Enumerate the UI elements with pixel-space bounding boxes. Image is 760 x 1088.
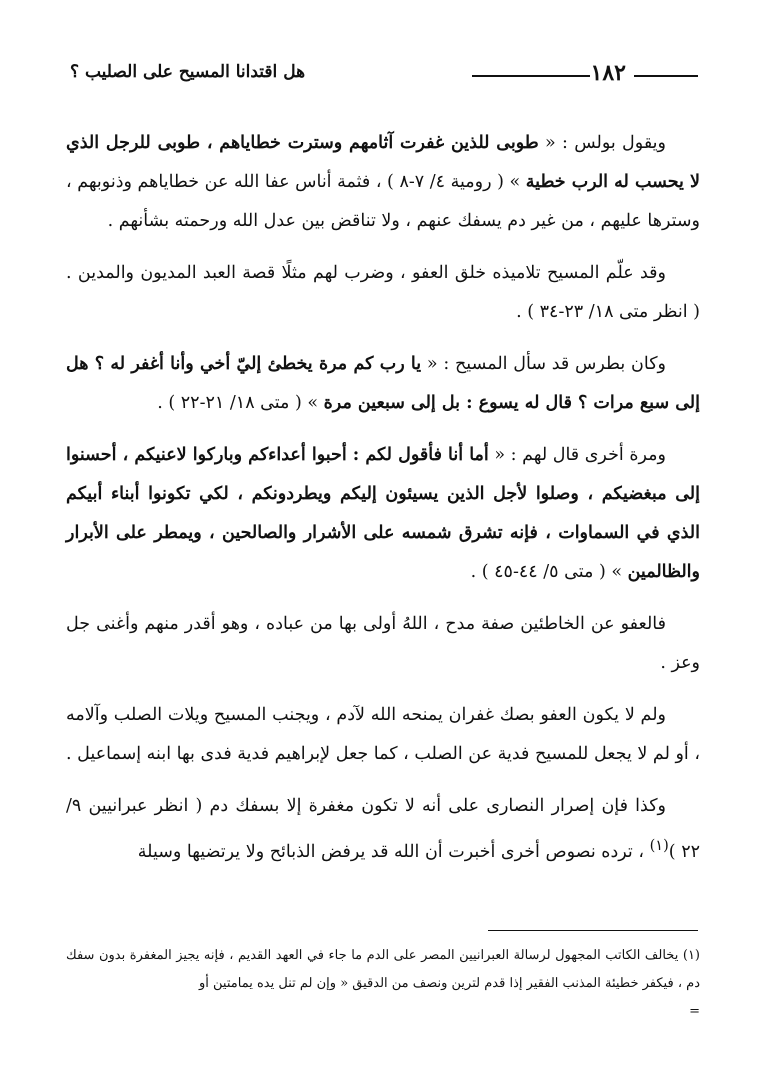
- paragraph-3-rest: » ( متى ١٨/ ٢١-٢٢ ) .: [157, 393, 324, 413]
- paragraph-1-intro: ويقول بولس : «: [538, 133, 666, 153]
- paragraph-3: [66, 345, 700, 423]
- paragraph-5: [66, 605, 700, 683]
- paragraph-3-intro: وكان بطرس قد سأل المسيح : «: [421, 354, 667, 374]
- paragraph-4: [66, 436, 700, 592]
- page-title: هل اقتدانا المسيح على الصليب ؟: [70, 62, 306, 82]
- running-header: [70, 58, 698, 94]
- paragraph-1-quote: طوبى للذين غفرت آثامهم وسترت خطاياهم ، طوبى للرجل الذي لا يحسب له الرب خطية: [66, 133, 700, 192]
- paragraph-3-quote: يا رب كم مرة يخطئ إليّ أخي وأنا أغفر له ؟ هل إلى سبع مرات ؟ قال له يسوع : بل إلى سبعين مرة: [66, 354, 700, 413]
- header-rule-middle: [472, 75, 590, 77]
- header-rule-right: [634, 75, 698, 77]
- paragraph-4-intro: ومرة أخرى قال لهم : «: [488, 445, 666, 465]
- main-text: [66, 124, 700, 885]
- paragraph-6: [66, 696, 700, 774]
- paragraph-5-text: فالعفو عن الخاطئين صفة مدح ، اللهُ أولى بها من عباده ، وهو أقدر منهم وأغنى جل وعز .: [66, 614, 700, 673]
- paragraph-4-rest: » ( متى ٥/ ٤٤-٤٥ ) .: [470, 562, 628, 582]
- footnote-separator: [488, 930, 698, 931]
- paragraph-7-rest: ، ترده نصوص أخرى أخبرت أن الله قد يرفض الذبائح ولا يرتضيها وسيلة: [137, 841, 644, 862]
- paragraph-2-text: وقد علّم المسيح تلاميذه خلق العفو ، وضرب لهم مثلًا قصة العبد المديون والمدين . ( انظر متى ١٨/ ٢٣-٣٤ ) .: [66, 263, 700, 322]
- paragraph-4-quote: أما أنا فأقول لكم : أحبوا أعداءكم وباركوا لاعنيكم ، أحسنوا إلى مبغضيكم ، وصلوا لأجل الذين يسيئون إليكم ويطردونكم ، لكي تكونوا أبناء أبيكم الذي في السماوات ، فإنه تشرق شمسه على الأشرار والصالحين ، ويمطر على الأبرار والظالمين: [66, 445, 700, 582]
- paragraph-7-intro: وكذا فإن إصرار النصارى على أنه لا تكون مغفرة إلا بسفك دم ( انظر عبرانيين ٩/ ٢٢ ): [66, 796, 700, 862]
- footnote-continuation: =: [689, 1004, 700, 1019]
- footnote-text: (١) يخالف الكاتب المجهول لرسالة العبرانيين المصر على الدم ما جاء في العهد القديم ، فإنه يجيز المغفرة بدون سفك دم ، فيكفر خطيئة المذنب الفقير إذا قدم لترين ونصف من الدقيق « وإن لم تنل يده يمامتين أو: [66, 948, 700, 991]
- page-number: ١٨٢: [590, 60, 626, 86]
- paragraph-7: [66, 787, 700, 872]
- footnote: [66, 942, 700, 1026]
- paragraph-1: [66, 124, 700, 241]
- paragraph-1-rest: » ( رومية ٤/ ٧-٨ ) ، فثمة أناس عفا الله عن خطاياهم وذنوبهم ، وسترها عليهم ، من غير دم يسفك عنهم ، ولا تناقض بين عدل الله ورحمته بشأنهم .: [66, 172, 700, 231]
- footnote-marker[interactable]: (١): [649, 837, 669, 854]
- paragraph-6-text: ولم لا يكون العفو بصك غفران يمنحه الله لآدم ، ويجنب المسيح ويلات الصلب وآلامه ، أو لم لا يجعل للمسيح فدية عن الصلب ، كما جعل لإبراهيم فدية فدى بها ابنه إسماعيل .: [66, 705, 700, 764]
- paragraph-2: [66, 254, 700, 332]
